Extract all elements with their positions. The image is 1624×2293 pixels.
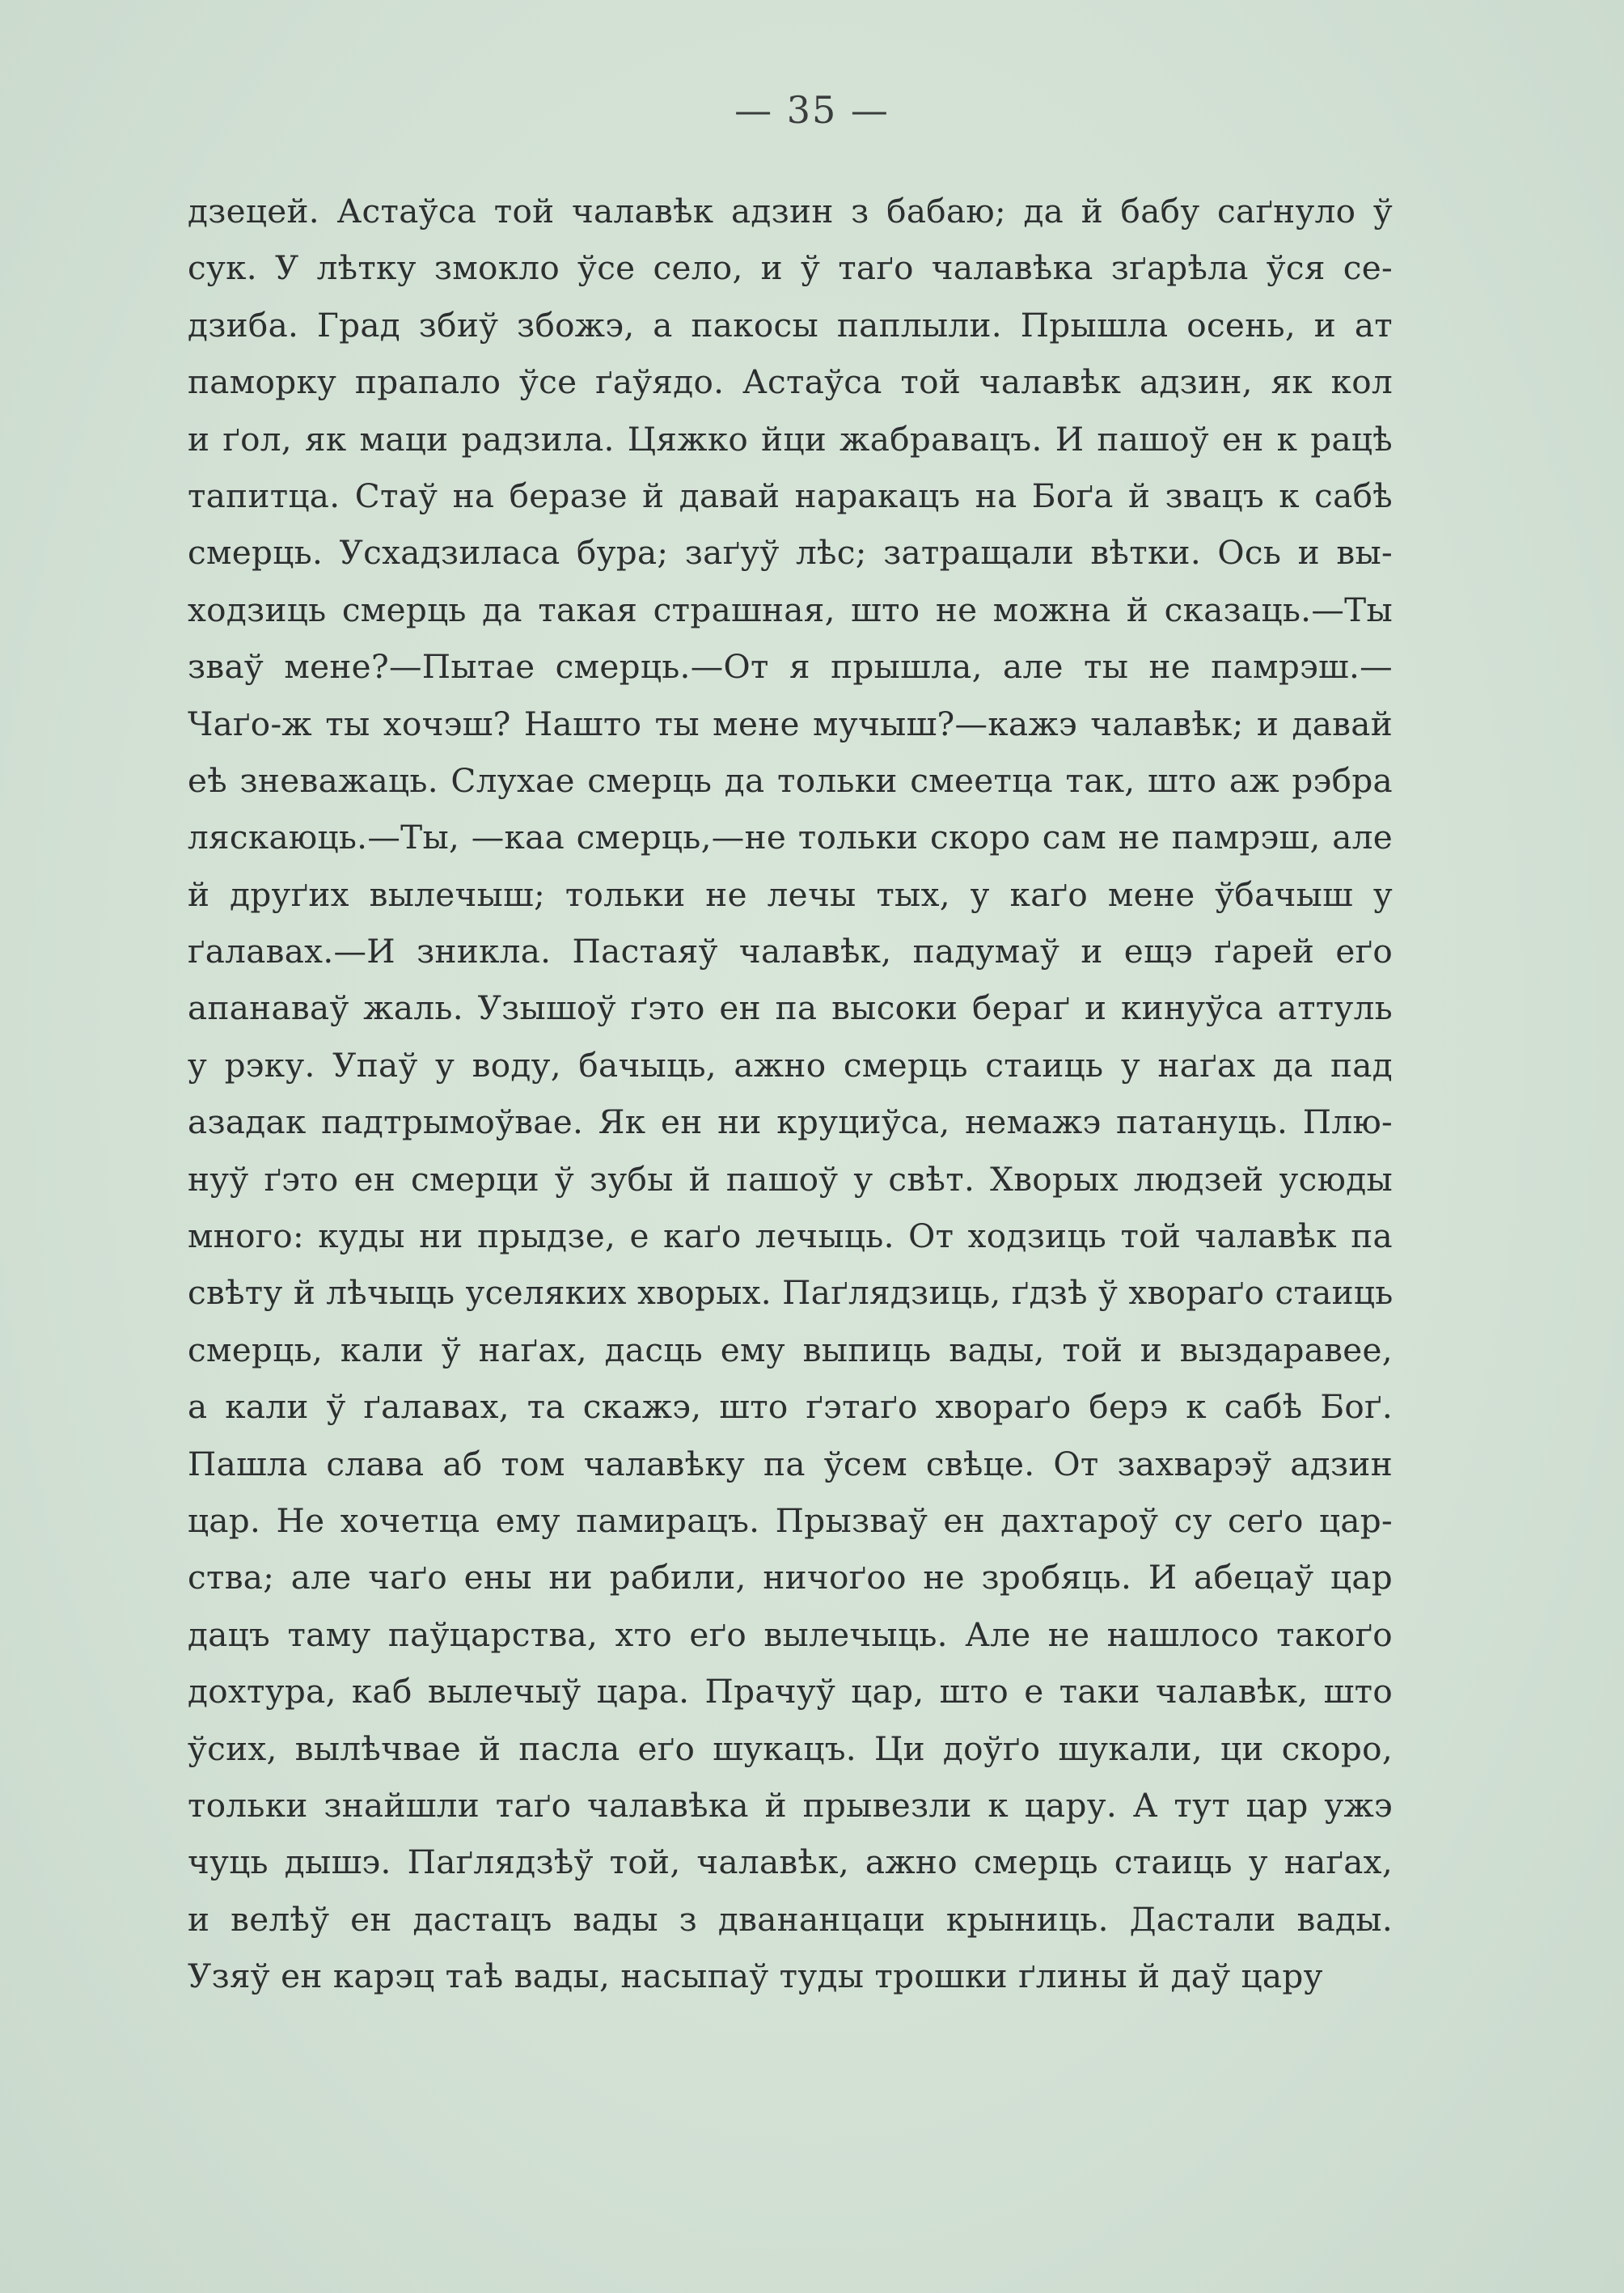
page-number: — 35 — xyxy=(734,88,890,132)
text-line: смерць, кали ў наґах, дасць ему выпиць вады, той и выздаравее, xyxy=(188,1330,1393,1369)
text-line: еѣ зневажаць. Слухае смерць да тольки смеетца так, што аж рэбра xyxy=(188,760,1393,800)
text-line: ходзиць смерць да такая страшная, што не можна й сказаць.—Ты xyxy=(188,590,1393,629)
text-line: и ґол, як маци радзила. Цяжко йци жабравацъ. И пашоў ен к рацѣ xyxy=(188,419,1393,459)
text-line: азадак падтрымоўвае. Як ен ни круциўса, немажэ патануць. Плю- xyxy=(188,1102,1393,1142)
text-line: Пашла слава аб том чалавѣку па ўсем свѣце. От захварэў адзин xyxy=(188,1444,1393,1483)
text-line: чуць дышэ. Паґлядзѣў той, чалавѣк, ажно смерць стаиць у наґах, xyxy=(188,1842,1393,1882)
body-text xyxy=(188,183,1393,2005)
text-line: много: куды ни прыдзе, е каґо лечыць. От ходзиць той чалавѣк па xyxy=(188,1216,1393,1256)
text-line: зваў мене?—Пытае смерць.—От я прышла, але ты не памрэш.— xyxy=(188,647,1393,687)
text-line: Узяў ен карэц таѣ вады, насыпаў туды трошки ґлины й даў цару xyxy=(188,1957,1323,1996)
text-line: тапитца. Стаў на беразе й давай наракацъ на Боґа й звацъ к сабѣ xyxy=(188,476,1393,515)
text-line: смерць. Усхадзиласа бура; заґуў лѣс; затращали вѣтки. Ось и вы- xyxy=(188,533,1393,573)
text-line: дзецей. Астаўса той чалавѣк адзин з бабаю; да й бабу саґнуло ў xyxy=(188,192,1393,231)
text-line: цар. Не хочетца ему памирацъ. Прызваў ен дахтароў су сеґо цар- xyxy=(188,1500,1393,1540)
text-line: сук. У лѣтку змокло ўсе село, и ў таґо чалавѣка зґарѣла ўся се- xyxy=(188,248,1393,288)
text-line: апанаваў жаль. Узышоў ґэто ен па высоки бераґ и кинуўса аттуль xyxy=(188,988,1393,1028)
text-line: ґалавах.—И зникла. Пастаяў чалавѣк, падумаў и ещэ ґарей еґо xyxy=(188,932,1393,971)
text-line: Чаґо-ж ты хочэш? Нашто ты мене мучыш?—кажэ чалавѣк; и давай xyxy=(188,704,1393,743)
text-line: нуў ґэто ен смерци ў зубы й пашоў у свѣт. Хворых людзей усюды xyxy=(188,1159,1393,1199)
text-line: дзиба. Град збиў збожэ, а пакосы паплыли. Прышла осень, и ат xyxy=(188,305,1393,345)
text-line: ства; але чаґо ены ни рабили, ничоґоо не зробяць. И абецаў цар xyxy=(188,1558,1393,1597)
text-line: тольки знайшли таґо чалавѣка й прывезли к цару. А тут цар ужэ xyxy=(188,1785,1393,1825)
text-line: паморку прапало ўсе ґаўядо. Астаўса той чалавѣк адзин, як кол xyxy=(188,362,1393,402)
text-line: свѣту й лѣчыць уселяких хворых. Паґлядзиць, ґдзѣ ў хвораґо стаиць xyxy=(188,1273,1394,1313)
text-line: у рэку. Упаў у воду, бачыць, ажно смерць стаиць у наґах да пад xyxy=(188,1045,1393,1085)
text-line: дацъ таму паўцарства, хто еґо вылечыць. Але не нашлосо такоґо xyxy=(188,1614,1393,1654)
text-line: а кали ў ґалавах, та скажэ, што ґэтаґо хвораґо берэ к сабѣ Боґ. xyxy=(188,1387,1393,1427)
text-line: ўсих, вылѣчвае й пасла еґо шукацъ. Ци доўґо шукали, ци скоро, xyxy=(188,1728,1393,1768)
text-line: й друґих вылечыш; тольки не лечы тых, у каґо мене ўбачыш у xyxy=(188,874,1393,914)
text-line: дохтура, каб вылечыў цара. Прачуў цар, што е таки чалавѣк, што xyxy=(188,1672,1393,1711)
text-line: ляскаюць.—Ты, —каа смерць,—не тольки скоро сам не памрэш, але xyxy=(188,818,1393,857)
text-line: и велѣў ен дастацъ вады з двананцаци крыниць. Дастали вады. xyxy=(188,1899,1393,1939)
